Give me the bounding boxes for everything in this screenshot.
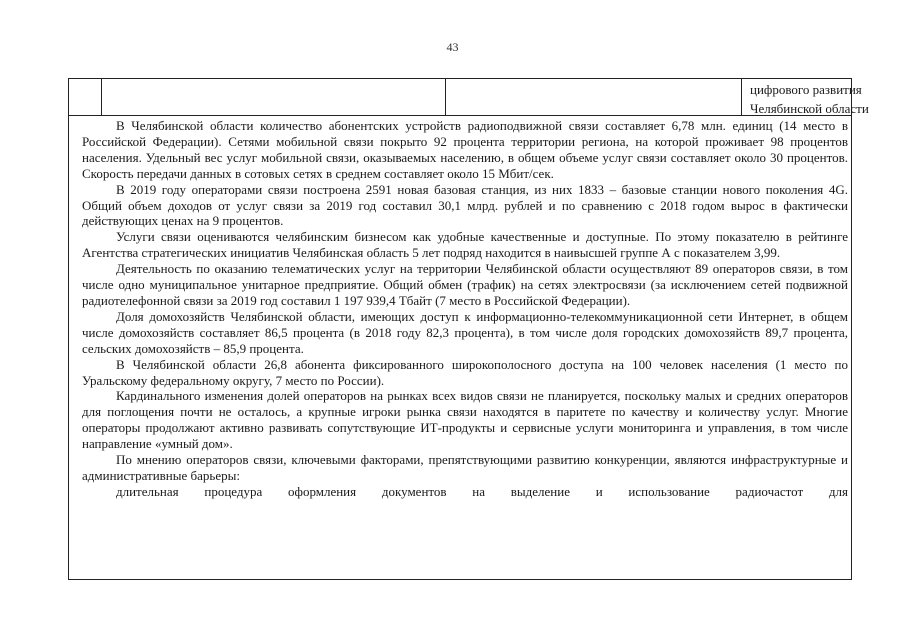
table-cell-3 (446, 79, 742, 115)
paragraph-2: В 2019 году операторами связи построена 2591 новая базовая станция, из них 1833 – базовые станции нового поколения 4G. Общий объем доходов от услуг связи за 2019 год составил 30,1 млрд. рублей и по сравнению с 2018 годом вырос в фактически действующих ценах на 9 процентов. (82, 181, 848, 229)
paragraph-5: Доля домохозяйств Челябинской области, имеющих доступ к информационно-телекоммуникационной сети Интернет, в общем числе домохозяйств составляет 86,5 процента (в 2018 году 82,3 процента), в том числе доля городских домохозяйств 89,7 процента, сельских домохозяйств – 85,9 процента. (82, 308, 848, 356)
table-cell-1 (69, 79, 102, 115)
table-cell-2 (102, 79, 446, 115)
document-body-text (82, 118, 848, 500)
page-number: 43 (446, 40, 459, 54)
paragraph-3: Услуги связи оцениваются челябинским бизнесом как удобные качественные и доступные. По этому показателю в рейтинге Агентства стратегических инициатив Челябинская область 5 лет подряд находится в наивысшей группе А с показателем 3,99. (82, 229, 848, 261)
table-cell-4-line-1: цифрового развития (750, 82, 862, 97)
table-cell-4-line-2: Челябинской области (750, 101, 869, 116)
paragraph-8: По мнению операторов связи, ключевыми факторами, препятствующими развитию конкуренции, являются инфраструктурные и административные барьеры: (82, 452, 848, 483)
paragraph-7: Кардинального изменения долей операторов на рынках всех видов связи не планируется, поскольку малых и средних операторов для поглощения почти не осталось, а крупные игроки рынка связи находятся в паритете по качеству и количеству услуг. Многие операторы продолжают активно развивать сопутствующие ИТ-продукты и сервисные услуги мониторинга и управления, в том числе направление «умный дом». (82, 388, 848, 452)
table-top-row (69, 79, 869, 116)
paragraph-1: В Челябинской области количество абонентских устройств радиоподвижной связи составляет 6,78 млн. единиц (14 место в Российской Федерации). Сетями мобильной связи покрыто 92 процента территории региона, на которой проживает 98 процентов населения. Удельный вес услуг мобильной связи, оказываемых населению, в общем объеме услуг связи составляет около 30 процентов. Скорость передачи данных в сотовых сетях в среднем составляет около 15 Мбит/сек. (82, 118, 848, 181)
table-cell-4 (742, 79, 869, 116)
paragraph-9: длительная процедура оформления документов на выделение и использование радиочастот для (116, 483, 848, 499)
paragraph-4: Деятельность по оказанию телематических услуг на территории Челябинской области осуществляют 89 операторов связи, в том числе одно муниципальное унитарное предприятие. Общий обмен (трафик) на сетях электросвязи (за исключением сетей подвижной радиотелефонной связи за 2019 год составил 1 197 939,4 Тбайт (7 место в Российской Федерации). (82, 261, 848, 308)
paragraph-6: В Челябинской области 26,8 абонента фиксированного широкополосного доступа на 100 человек населения (1 место по Уральскому федеральному округу, 7 место по России). (82, 356, 848, 388)
